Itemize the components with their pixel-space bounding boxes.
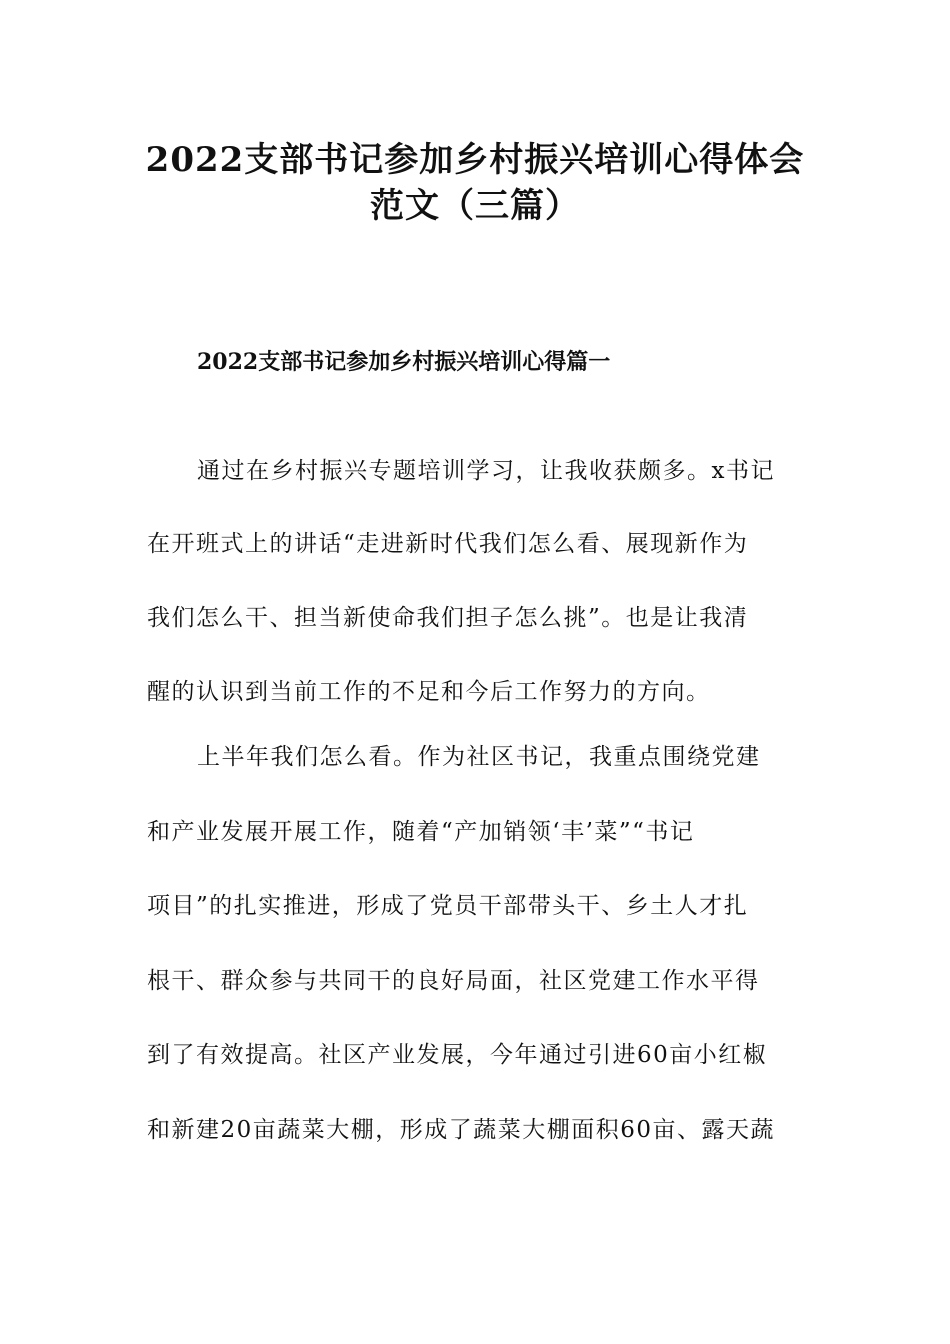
body-line: 和产业发展开展工作，随着“产加销领‘丰’菜”“书记 (147, 819, 695, 845)
body-line: 根干、群众参与共同干的良好局面，社区党建工作水平得 (147, 968, 760, 994)
body-line: 醒的认识到当前工作的不足和今后工作努力的方向。 (147, 679, 711, 705)
body-line: 和新建20亩蔬菜大棚，形成了蔬菜大棚面积60亩、露天蔬 (147, 1117, 776, 1143)
body-line: 项目”的扎实推进，形成了党员干部带头干、乡土人才扎 (147, 893, 749, 919)
body-line: 在开班式上的讲话“走进新时代我们怎么看、展现新作为 (147, 531, 749, 557)
body-line: 我们怎么干、担当新使命我们担子怎么挑”。也是让我清 (147, 605, 749, 631)
section-heading: 2022支部书记参加乡村振兴培训心得篇一 (197, 349, 611, 375)
body-line: 到了有效提高。社区产业发展，今年通过引进60亩小红椒 (147, 1042, 768, 1068)
document-title-line-1: 2022支部书记参加乡村振兴培训心得体会 (145, 140, 805, 180)
body-line: 通过在乡村振兴专题培训学习，让我收获颇多。x书记 (197, 458, 775, 484)
body-line: 上半年我们怎么看。作为社区书记，我重点围绕党建 (197, 744, 761, 770)
document-title-line-2: 范文（三篇） (370, 186, 580, 226)
